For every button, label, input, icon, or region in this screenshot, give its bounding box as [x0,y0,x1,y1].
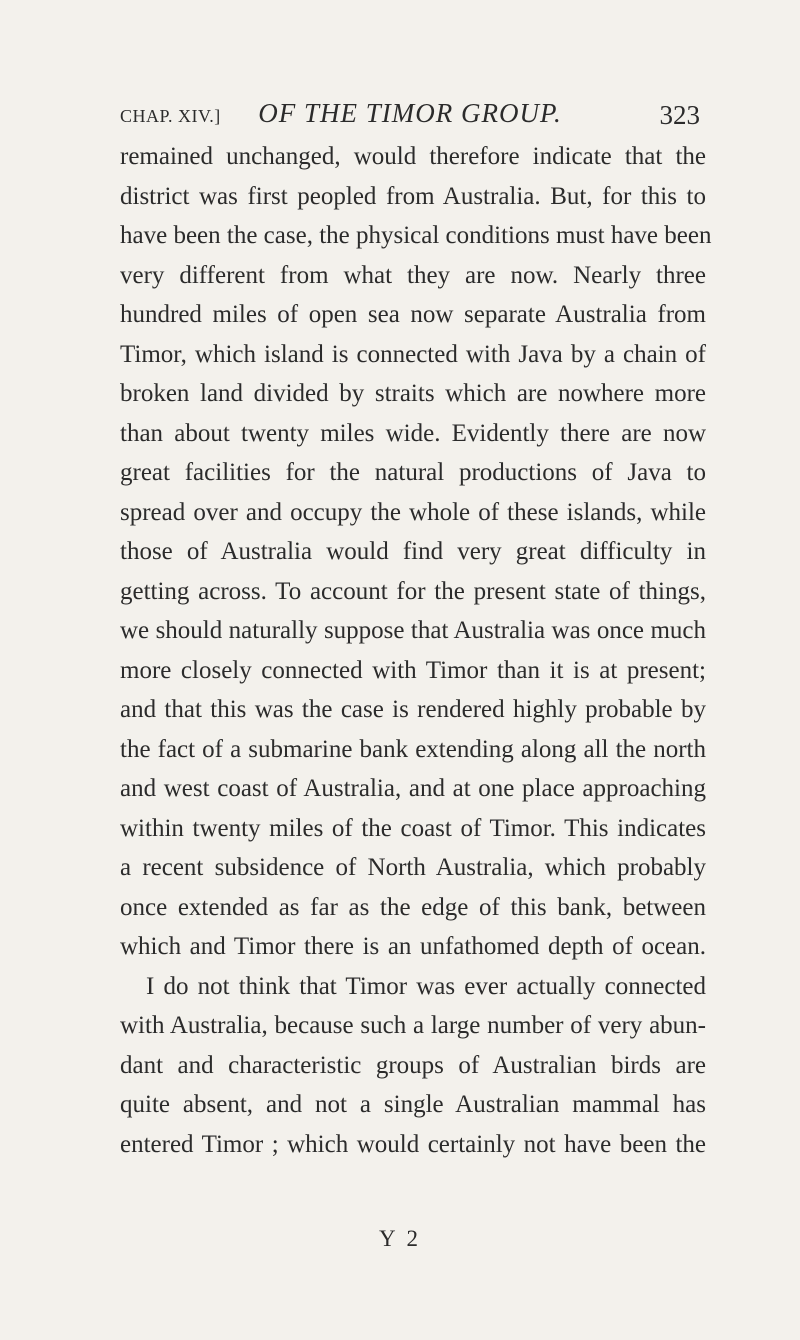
text-line: dant and characteristic groups of Australian birds are [120,1051,706,1079]
text-line: getting across. To account for the present state of things, [120,577,706,605]
text-line: district was first peopled from Australia. But, for this to [120,182,706,210]
text-line: those of Australia would find very great difficulty in [120,538,706,565]
page-number: 323 [659,100,700,130]
signature-mark: Y 2 [378,1226,421,1251]
text-line: remained unchanged, would therefore indicate that the [120,143,706,170]
text-line: than about twenty miles wide. Evidently there are now [120,419,706,447]
text-line: with Australia, because such a large number of very abun- [120,1012,706,1039]
running-title: OF THE TIMOR GROUP. [258,98,562,128]
body-text [120,137,712,1164]
text-line: and west coast of Australia, and at one place approaching [120,775,706,802]
text-line: Timor, which island is connected with Java by a chain of [120,340,706,368]
text-line: we should naturally suppose that Australia was once much [120,617,706,644]
text-line: entered Timor ; which would certainly not have been the [120,1130,706,1158]
text-line: have been the case, the physical conditions must have been [120,222,712,249]
text-line: great facilities for the natural productions of Java to [120,459,706,486]
text-line: more closely connected with Timor than it is at present; [120,656,706,684]
text-line: and that this was the case is rendered highly probable by [120,696,706,723]
text-line: which and Timor there is an unfathomed depth of ocean. [120,933,706,960]
text-line: spread over and occupy the whole of these islands, while [120,498,706,526]
text-line: the fact of a submarine bank extending along all the north [120,735,706,763]
text-line: within twenty miles of the coast of Timor. This indicates [120,814,706,842]
text-line: once extended as far as the edge of this bank, between [120,893,706,921]
text-line: broken land divided by straits which are nowhere more [120,380,706,407]
text-line: a recent subsidence of North Australia, which probably [120,854,706,881]
running-head [120,98,700,138]
paragraph-start-line: I do not think that Timor was ever actually connected [146,972,706,1000]
text-line: very different from what they are now. Nearly three [120,261,706,289]
text-line: quite absent, and not a single Australian mammal has [120,1091,706,1118]
text-line: hundred miles of open sea now separate Australia from [120,301,706,328]
chapter-label: CHAP. XIV.] [120,106,221,126]
